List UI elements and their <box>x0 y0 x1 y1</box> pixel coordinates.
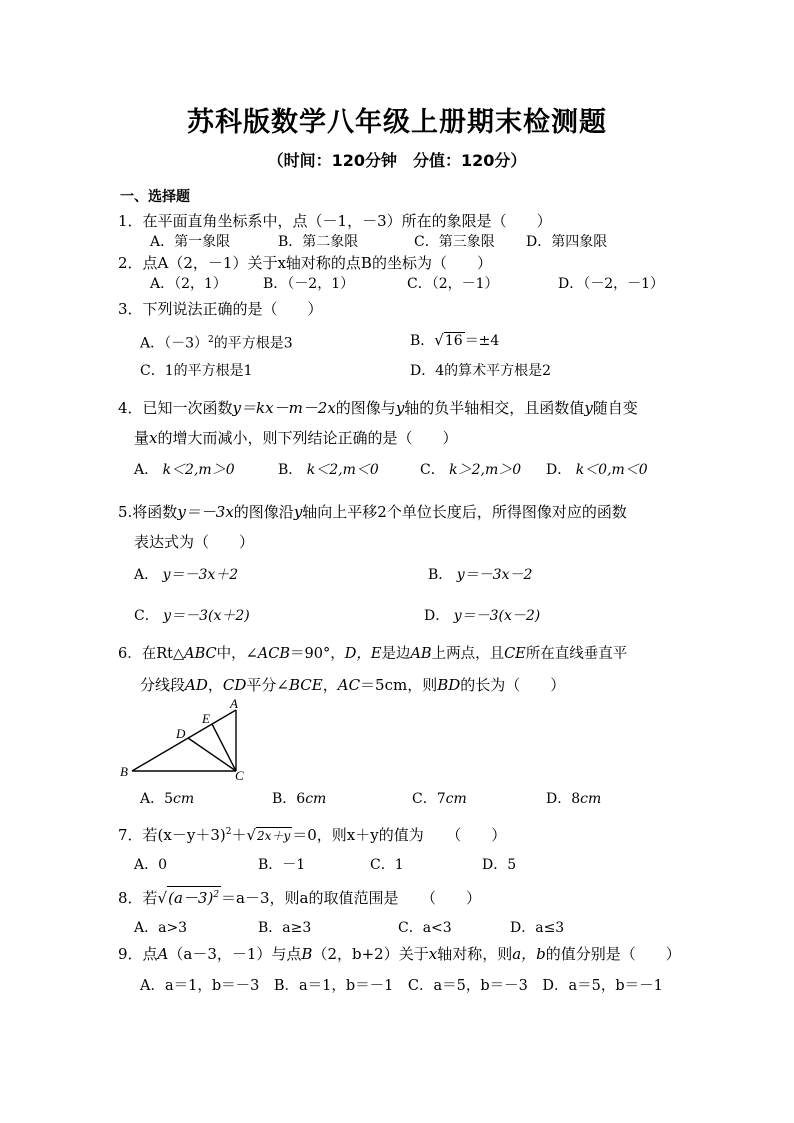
q5-s1-mid: 的图像沿 <box>233 503 294 521</box>
q7-plus: ＋ <box>231 826 247 844</box>
question-4-stem-line1 <box>118 398 638 418</box>
q3-option-c: C．1的平方根是1 <box>140 363 253 379</box>
q1-option-c: C．第三象限 <box>414 234 495 250</box>
q6-option-d <box>546 789 601 809</box>
q6-s2-f: 的长为（ ） <box>460 676 566 694</box>
q9-d: 的值分别是（ ） <box>545 945 681 963</box>
q4-option-b <box>278 460 379 480</box>
q5-d-pre: D． <box>424 608 450 624</box>
q6-s1-a: 中，∠ <box>216 646 258 662</box>
q6-s1-de: D，E <box>344 646 382 662</box>
section-heading: 一、选择题 <box>120 189 190 205</box>
q4-option-a <box>134 460 235 480</box>
label-c: C <box>235 768 244 782</box>
radical-sign: √ <box>434 331 444 349</box>
q8-option-d: D．a≤3 <box>510 920 565 936</box>
q5-option-a <box>134 565 238 585</box>
q8-sup: 2 <box>213 890 220 900</box>
q4-s1-post: 轴的负半轴相交，且函数值 <box>404 399 585 417</box>
q4-option-c <box>420 460 521 480</box>
q1-option-d: D．第四象限 <box>526 234 608 250</box>
q6-s1-abc: ABC <box>184 646 217 662</box>
q8-option-c: C．a<3 <box>398 920 452 936</box>
q6-option-c <box>412 789 467 809</box>
q4-s1-mid: 的图像与 <box>335 399 396 417</box>
q6-d-pre: D．8 <box>546 791 581 807</box>
q6-c-unit: cm <box>445 791 467 807</box>
q8-post: ＝a－3，则a的取值范围是 （ ） <box>221 889 481 907</box>
q6-a-pre: A．5 <box>140 791 174 807</box>
q4-d-expr: k＜0,m＜0 <box>575 462 648 478</box>
segment-ec <box>212 724 236 771</box>
q4-c-pre: C． <box>420 462 445 478</box>
q9-b: （2，b+2）关于 <box>312 945 429 963</box>
q6-s2-bce: BCE <box>288 676 323 694</box>
q2-option-b: B．（－2，1） <box>263 276 355 292</box>
q7-pre: 7．若(x－y＋3) <box>118 826 226 844</box>
q6-s1-acb: ACB <box>257 646 291 662</box>
q6-s1-ab: AB <box>410 646 432 662</box>
q4-a-pre: A． <box>134 462 159 478</box>
q4-s2-post: 的增大而减小，则下列结论正确的是（ ） <box>157 429 458 447</box>
question-1-stem: 1．在平面直角坐标系中，点（－1，－3）所在的象限是（ ） <box>118 212 552 230</box>
q4-b-expr: k＜2,m＜0 <box>306 462 379 478</box>
q5-a-expr: y＝－3x＋2 <box>162 567 239 583</box>
q4-s1-y2: y <box>584 399 593 417</box>
q7-radicand: 2x＋y <box>257 829 291 843</box>
segment-dc <box>188 738 236 771</box>
q6-option-a <box>140 789 194 809</box>
question-3-stem: 3．下列说法正确的是（ ） <box>118 300 323 318</box>
q4-b-pre: B． <box>278 462 303 478</box>
q5-a-pre: A． <box>134 567 159 583</box>
q4-s2-x: x <box>149 429 158 447</box>
page-subtitle: （时间：120分钟 分值：120分） <box>267 151 527 170</box>
q4-a-expr: k＜2,m＞0 <box>162 462 235 478</box>
q6-s1-ce: CE <box>504 646 526 662</box>
q6-s2-ac: AC <box>337 676 361 694</box>
q6-s1-e: 所在直线垂直平 <box>525 646 628 662</box>
q9-c: 轴对称，则 <box>437 945 513 963</box>
q6-s1-b: ＝90°， <box>290 646 345 662</box>
q5-s1-y: y <box>293 503 303 521</box>
q6-s2-cd: CD <box>222 676 247 694</box>
question-6-stem-line2 <box>140 675 565 695</box>
q5-option-b <box>428 565 532 585</box>
q3-a-sup: 2 <box>208 335 214 345</box>
q6-b-unit: cm <box>305 791 327 807</box>
q8-radicand <box>167 886 221 906</box>
radical-sign: √ <box>246 826 257 844</box>
question-9-stem <box>118 944 681 964</box>
q5-s1-pre: 5.将函数 <box>118 503 178 521</box>
q3-b-pre: B． <box>410 333 435 349</box>
q3-a-post: 的平方根是3 <box>213 335 293 352</box>
q7-option-a: A．0 <box>134 857 168 873</box>
q3-b-radicand: 16 <box>444 333 463 349</box>
q6-b-pre: B．6 <box>272 791 306 807</box>
q7-post: ＝0，则x＋y的值为 （ ） <box>292 826 507 844</box>
q5-option-c <box>134 606 250 626</box>
q4-option-d <box>546 460 648 480</box>
q2-option-c: C．（2，－1） <box>407 276 499 292</box>
q9-x: x <box>428 945 438 963</box>
q8-option-b: B．a≥3 <box>258 920 312 936</box>
q3-b-post: ＝±4 <box>464 333 500 349</box>
q6-c-pre: C．7 <box>412 791 446 807</box>
label-b: B <box>120 764 128 779</box>
q6-a-unit: cm <box>173 791 195 807</box>
q3-option-b <box>410 330 499 351</box>
q4-c-expr: k＞2,m＞0 <box>449 462 522 478</box>
q8-option-a: A．a>3 <box>134 920 188 936</box>
q5-b-pre: B． <box>428 567 453 583</box>
q6-s2-b: ， <box>207 676 223 694</box>
q5-option-d <box>424 606 540 626</box>
q6-option-b <box>272 789 326 809</box>
q5-c-pre: C． <box>134 608 159 624</box>
q7-option-b: B．－1 <box>258 857 306 873</box>
question-5-stem-line2: 表达式为（ ） <box>134 533 255 551</box>
q8-pre: 8．若 <box>118 889 158 907</box>
q6-s1-d: 上两点，且 <box>431 646 505 662</box>
q6-s2-bd: BD <box>437 676 461 694</box>
q9-pre: 9．点 <box>118 945 158 963</box>
q9-a: （a－3，－1）与点 <box>168 945 302 963</box>
q2-option-a: A．（2，1） <box>150 276 227 292</box>
q5-s1-expr: y＝－3x <box>177 503 234 521</box>
radical-sign: √ <box>157 889 168 907</box>
q6-s1-pre: 6．在Rt△ <box>118 646 185 662</box>
q6-s2-ad: AD <box>185 676 208 694</box>
q5-c-expr: y＝－3(x＋2) <box>163 608 250 624</box>
q4-d-pre: D． <box>546 462 572 478</box>
q4-s1-expr: y＝kx－m－2x <box>232 399 336 417</box>
question-7-stem <box>118 822 506 845</box>
q6-s2-d: ， <box>322 676 338 694</box>
q9-point-b: B <box>301 945 313 963</box>
triangle-figure <box>118 698 258 782</box>
q4-s2-pre: 量 <box>134 429 150 447</box>
q7-option-d: D．5 <box>482 857 517 873</box>
question-2-stem: 2．点A（2，－1）关于x轴对称的点B的坐标为（ ） <box>118 254 492 272</box>
q4-s1-pre: 4．已知一次函数 <box>118 399 233 417</box>
q1-option-b: B．第二象限 <box>278 234 359 250</box>
page-title: 苏科版数学八年级上册期末检测题 <box>187 107 607 138</box>
q6-s2-e: ＝5cm，则 <box>360 676 438 694</box>
q6-s2-a: 分线段 <box>140 676 186 694</box>
question-4-stem-line2 <box>134 428 458 448</box>
label-e: E <box>202 711 210 726</box>
q6-s1-c: 是边 <box>381 646 411 662</box>
q5-s1-post: 轴向上平移2个单位长度后，所得图像对应的函数 <box>302 503 627 521</box>
q3-a-pre: A．（－3） <box>140 335 209 352</box>
question-5-stem-line1 <box>118 502 627 522</box>
q3-option-d: D．4的算术平方根是2 <box>410 363 552 379</box>
q4-s1-end: 随自变 <box>592 399 638 417</box>
q2-option-d: D．（－2，－1） <box>558 276 665 292</box>
label-a: A <box>230 698 238 711</box>
q9-options: A．a＝1，b＝－3 B．a＝1，b＝－1 C．a＝5，b＝－3 D．a＝5，b＝－1 <box>140 978 663 994</box>
q5-d-expr: y＝－3(x－2) <box>453 608 541 624</box>
q8-radicand-text: (a－3) <box>168 889 214 907</box>
q9-point-a: A <box>157 945 169 963</box>
q7-sup: 2 <box>225 827 232 837</box>
q4-s1-y: y <box>395 399 405 417</box>
question-6-stem-line1 <box>118 644 627 664</box>
q3-option-a <box>140 330 293 354</box>
q9-ab: a，b <box>512 945 546 963</box>
q5-b-expr: y＝－3x－2 <box>456 567 533 583</box>
q6-s2-c: 平分∠ <box>246 676 289 694</box>
q6-d-unit: cm <box>580 791 602 807</box>
q1-option-a: A．第一象限 <box>150 234 231 250</box>
label-d: D <box>176 726 186 741</box>
question-8-stem <box>118 886 481 908</box>
q7-option-c: C．1 <box>370 857 404 873</box>
